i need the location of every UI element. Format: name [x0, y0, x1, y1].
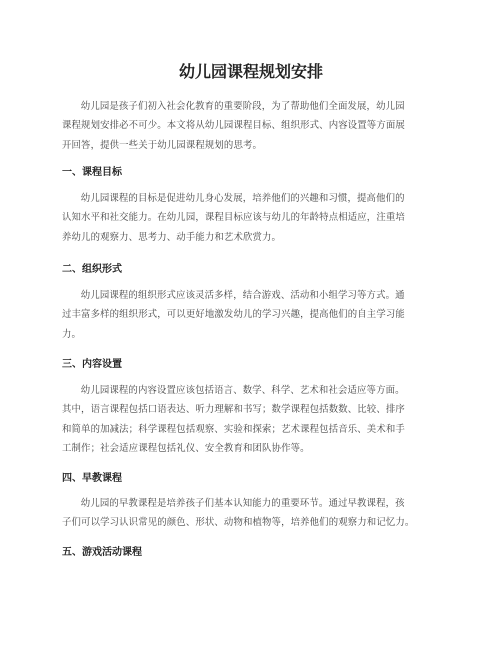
section-body-early-education: 幼儿园的早教课程是培养孩子们基本认知能力的重要环节。通过早教课程，孩 子们可以学习认识常见的颜色、形状、动物和植物等，培养他们的观察力和记忆力。 [62, 498, 415, 529]
section-heading-goals: 一、课程目标 [62, 167, 122, 178]
intro-paragraph: 幼儿园是孩子们初入社会化教育的重要阶段，为了帮助他们全面发展，幼儿园 课程规划安排必不可少。本文将从幼儿园课程目标、组织形式、内容设置等方面展 开回答，提供一些关于幼儿园课程规划的思考。 [62, 101, 405, 151]
section-heading-games: 五、游戏活动课程 [62, 547, 142, 558]
document-title: 幼儿园课程规划安排 [178, 62, 323, 81]
section-body-organization: 幼儿园课程的组织形式应该灵活多样，结合游戏、活动和小组学习等方式。通 过丰富多样的组织形式，可以更好地激发幼儿的学习兴趣，提高他们的自主学习能 力。 [62, 290, 405, 340]
section-heading-content: 三、内容设置 [62, 359, 122, 370]
section-heading-organization: 二、组织形式 [62, 264, 122, 275]
section-heading-early-education: 四、早教课程 [62, 473, 122, 484]
section-body-goals: 幼儿园课程的目标是促进幼儿身心发展，培养他们的兴趣和习惯，提高他们的 认知水平和社交能力。在幼儿园，课程目标应该与幼儿的年龄特点相适应，注重培 养幼儿的观察力、思考力、动手能力和艺术欣赏力。 [62, 193, 405, 243]
section-body-content: 幼儿园课程的内容设置应该包括语言、数学、科学、艺术和社会适应等方面。 其中，语言课程包括口语表达、听力理解和书写；数学课程包括数数、比较、排序 和简单的加减法；科学课程包括观察、实验和探索；艺术课程包括音乐、美术和手 工制作；社会适应课程包括礼仪、安全教育和团队协作等。 [62, 385, 405, 455]
